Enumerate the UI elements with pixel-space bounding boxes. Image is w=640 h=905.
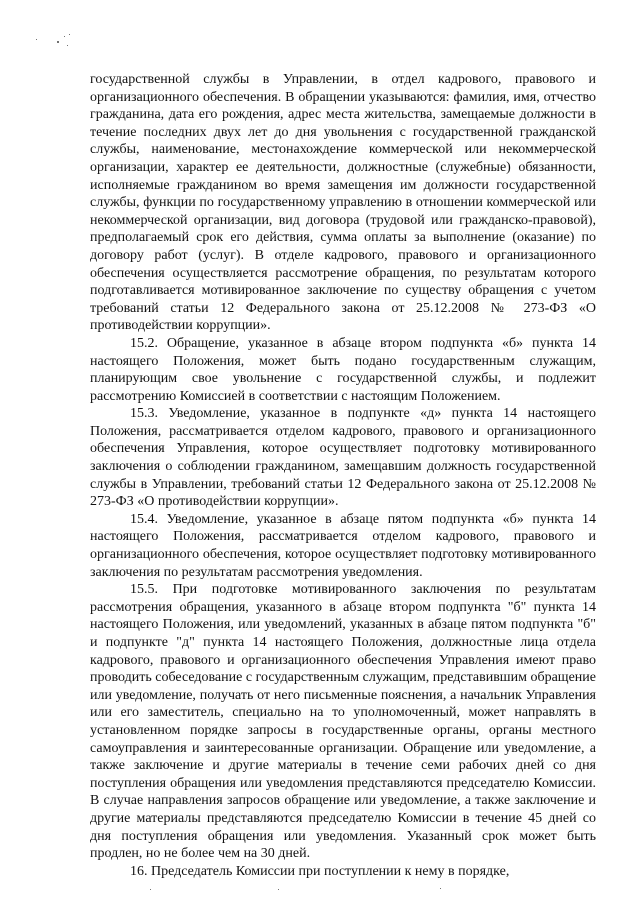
scan-speck <box>440 888 441 889</box>
paragraph-15-3: 15.3. Уведомление, указанное в подпункте «д» пункта 14 настоящего Положения, рассматривается отделом кадрового, правового и организационного обеспечения Управления, которое осуществляет подготовку мотивированного заключения о соблюдении гражданином, замещавшим должность государственной службы в Управлении, требований статьи 12 Федерального закона от 25.12.2008 № 273-ФЗ «О противодействии коррупции». <box>90 406 596 510</box>
scan-speck <box>36 39 37 40</box>
paragraph-15-4: 15.4. Уведомление, указанное в абзаце пятом подпункта «б» пункта 14 настоящего Положения, рассматривается отделом кадрового, правового и организационного обеспечения, которое осуществляет подготовку мотивированного заключения по результатам рассмотрения уведомления. <box>90 511 596 580</box>
scan-speck <box>150 889 151 890</box>
document-body <box>90 71 596 880</box>
scan-speck <box>57 41 59 43</box>
scan-speck <box>278 889 279 890</box>
paragraph-15-2: 15.2. Обращение, указанное в абзаце втором подпункта «б» пункта 14 настоящего Положения, может быть подано государственным служащим, планирующим свое увольнение с государственной службы, и подлежит рассмотрению Комиссией в соответствии с настоящим Положением. <box>90 335 596 404</box>
paragraph-16: 16. Председатель Комиссии при поступлении к нему в порядке, <box>130 863 510 879</box>
scan-speck <box>67 45 68 46</box>
paragraph-continuation: государственной службы в Управлении, в отдел кадрового, правового и организационного обеспечения. В обращении указываются: фамилия, имя, отчество гражданина, дата его рождения, адрес места жительства, замещаемые должности в течение последних двух лет до дня увольнения с государственной гражданской службы, наименование, местонахождение коммерческой или некоммерческой организации, характер ее деятельности, должностные (служебные) обязанности, исполняемые гражданином во время замещения им должности государственной службы, функции по государственному управлению в отношении коммерческой или некоммерческой организации, вид договора (трудовой или гражданско-правовой), предполагаемый срок его действия, сумма оплаты за выполнение (оказание) по договору работ (услуг). В отделе кадрового, правового и организационного обеспечения осуществляется рассмотрение обращения, по результатам которого подготавливается мотивированное заключение по существу обращения с учетом требований статьи 12 Федерального закона от 25.12.2008 № 273-ФЗ «О противодействии коррупции». <box>90 72 596 334</box>
scan-speck <box>64 36 65 37</box>
scan-speck <box>69 34 70 35</box>
paragraph-15-5: 15.5. При подготовке мотивированного заключения по результатам рассмотрения обращения, указанного в абзаце втором подпункта "б" пункта 14 настоящего Положения, или уведомлений, указанных в абзаце пятом подпункта "б" и подпункте "д" пункта 14 настоящего Положения, должностные лица отдела кадрового, правового и организационного обеспечения Управления имеют право проводить собеседование с государственным служащим, представившим обращение или уведомление, получать от него письменные пояснения, а начальник Управления или его заместитель, специально на то уполномоченный, может направлять в установленном порядке запросы в государственные органы, органы местного самоуправления и заинтересованные организации. Обращение или уведомление, а также заключение и другие материалы в течение семи рабочих дней со дня поступления обращения или уведомления представляются председателю Комиссии. В случае направления запросов обращение или уведомление, а также заключение и другие материалы представляются председателю Комиссии в течение 45 дней со дня поступления обращения или уведомления. Указанный срок может быть продлен, но не более чем на 30 дней. <box>90 582 596 862</box>
